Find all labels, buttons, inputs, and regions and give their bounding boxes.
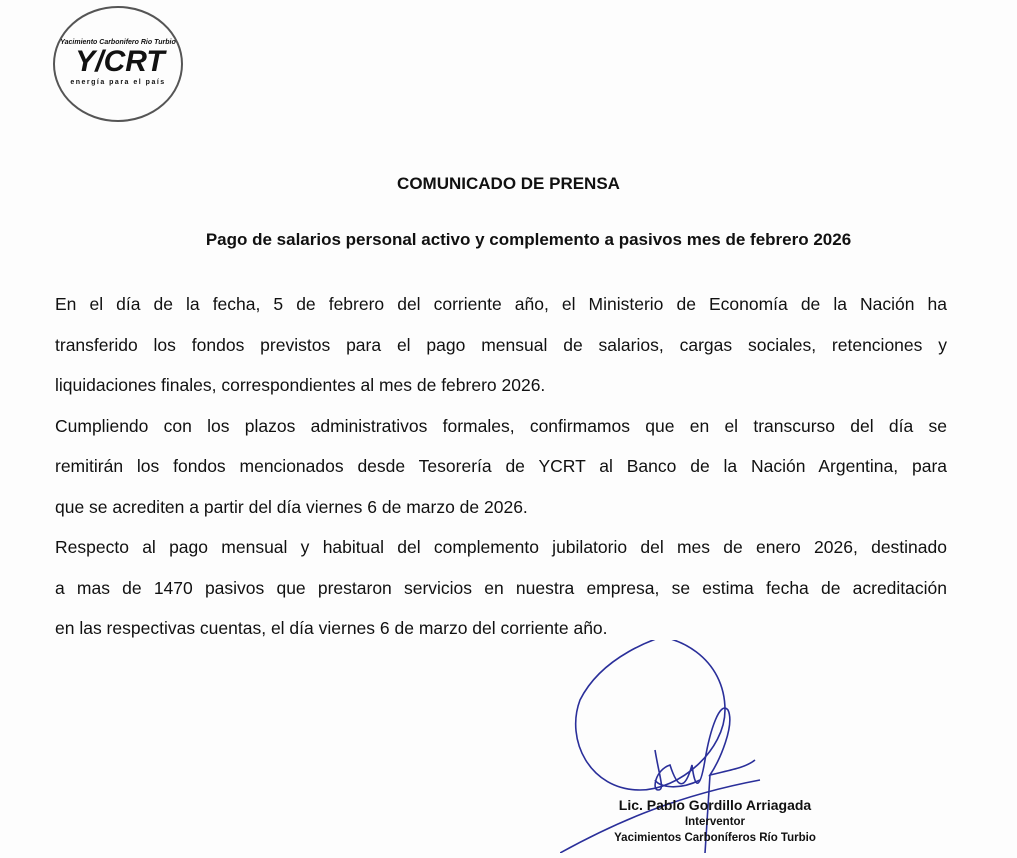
text-line: remitirán los fondos mencionados desde Tesorería de YCRT al Banco de la Nación Argentina, para — [55, 456, 947, 476]
text-line: en las respectivas cuentas, el día viernes 6 de marzo del corriente año. — [55, 618, 608, 638]
text-line: a mas de 1470 pasivos que prestaron servicios en nuestra empresa, se estima fecha de acreditación — [55, 577, 947, 598]
text-line: En el día de la fecha, 5 de febrero del corriente año, el Ministerio de Economía de la Nación ha — [55, 294, 947, 314]
text-line: liquidaciones finales, correspondientes al mes de febrero 2026. — [55, 375, 546, 395]
document-subtitle: Pago de salarios personal activo y complemento a pasivos mes de febrero 2026 — [205, 230, 852, 249]
document-body — [55, 290, 947, 655]
signatory-name: Lic. Pablo Gordillo Arriagada — [618, 797, 812, 813]
ycrt-logo — [50, 2, 190, 122]
svg-text:energía para el país: energía para el país — [70, 79, 166, 86]
text-line: Respecto al pago mensual y habitual del complemento jubilatorio del mes de enero 2026, destinado — [55, 537, 947, 557]
paragraph-1 — [55, 290, 947, 412]
document-title: COMUNICADO DE PRENSA — [397, 174, 620, 193]
text-line: que se acrediten a partir del día viernes 6 de marzo de 2026. — [55, 496, 528, 517]
paragraph-2 — [55, 412, 947, 534]
paragraph-3 — [55, 533, 947, 655]
text-line: transferido los fondos previstos para el pago mensual de salarios, cargas sociales, retenciones y — [55, 334, 947, 355]
signatory-role: Interventor — [684, 816, 746, 828]
svg-text:Yacimiento Carbonifero Rio Tur: Yacimiento Carbonifero Rio Turbio — [60, 39, 176, 46]
svg-text:Y/CRT: Y/CRT — [75, 45, 165, 78]
text-line: Cumpliendo con los plazos administrativos formales, confirmamos que en el transcurso del día se — [55, 415, 947, 436]
signatory-organization: Yacimientos Carboníferos Río Turbio — [614, 832, 816, 844]
